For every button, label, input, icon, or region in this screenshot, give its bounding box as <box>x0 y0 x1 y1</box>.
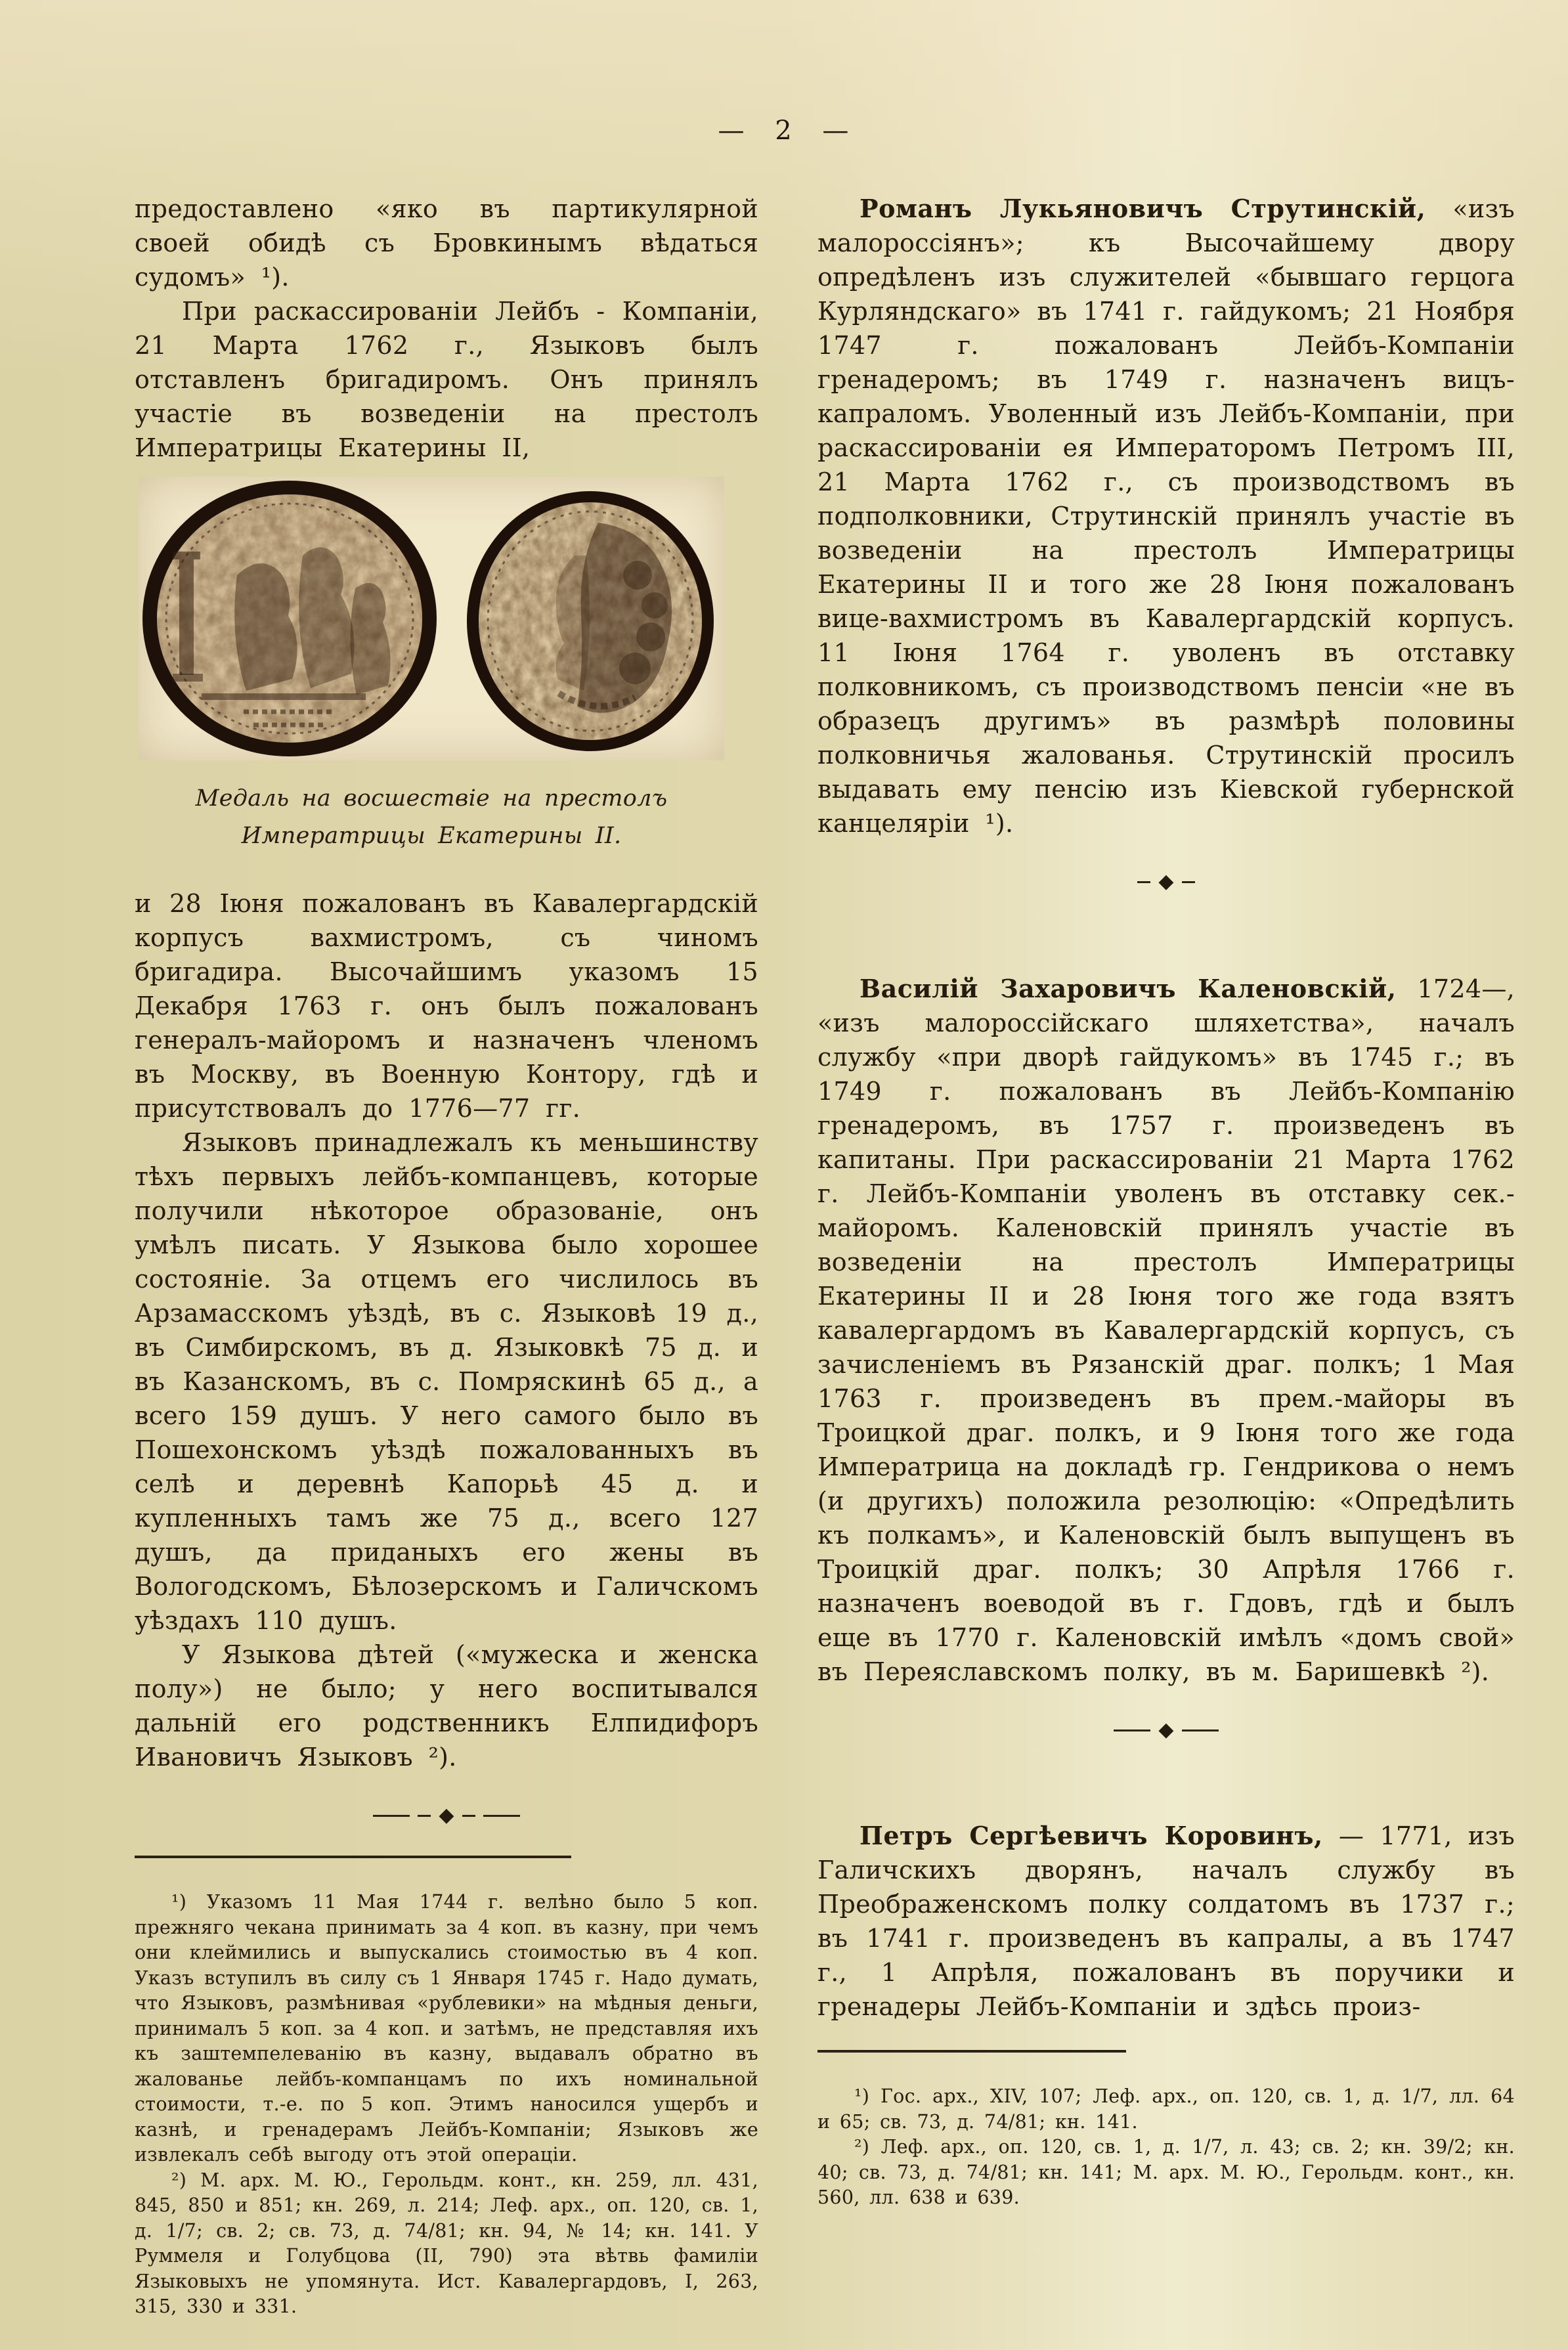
diamond-fleuron-icon: ◆ <box>439 1804 454 1827</box>
entry-korovin <box>817 1819 1515 2024</box>
section-divider-ornament <box>817 871 1515 893</box>
footnote-2: ²) М. арх. М. Ю., Герольдм. конт., кн. 259, лл. 431, 845, 850 и 851; кн. 269, л. 214; Леф. арх., оп. 120, св. 1, д. 1/7; св. 2; св. 73, д. 74/81; кн. 94, № 14; кн. 141. У Руммеля и Голубцова (II, 790) эта вѣтвь фамиліи Языковыхъ не упомянута. Ист. Кавалергардовъ, I, 263, 315, 330 и 331. <box>135 2169 758 2317</box>
medal-obverse-engraving <box>142 481 437 756</box>
medal-reverse-engraving <box>467 491 714 751</box>
paragraph-continuation: предоставлено «яко въ партикулярной своей обидѣ съ Бровкинымъ вѣдаться судомъ» ¹). <box>135 194 758 292</box>
medal-plate-image <box>139 477 724 760</box>
footnote-rule <box>135 1856 571 1858</box>
left-footnotes <box>135 1890 758 2320</box>
entry-strutinsky-text: «изъ малороссіянъ»; къ Высочайшему двору опредѣленъ изъ служителей «бывшаго герцога Курляндскаго» въ 1741 г. гайдукомъ; 21 Ноября 1747 г. пожалованъ Лейбъ-Компаніи гренадеромъ; въ 1749 г. назначенъ вицъ-капраломъ. Уволенный изъ Лейбъ-Компаніи, при раскассированіи ея Императоромъ Петромъ III, 21 Марта 1762 г., съ производствомъ въ подполковники, Струтинскій принялъ участіе въ возведеніи на престолъ Императрицы Екатерины II и того же 28 Іюня пожалованъ вице-вахмистромъ въ Кавалергардскій корпусъ. 11 Іюня 1764 г. уволенъ въ отставку полковникомъ, съ производствомъ пенсіи «не въ образецъ другимъ» въ размѣрѣ половины полковничья жалованья. Струтинскій просилъ выдавать ему пенсію изъ Кіевской губернской канцеляріи ¹). <box>817 194 1515 838</box>
page-number: — 2 — <box>718 116 850 146</box>
diamond-fleuron-icon: ◆ <box>1158 1718 1174 1741</box>
divider-dash <box>373 1815 410 1817</box>
section-divider-ornament <box>817 1719 1515 1741</box>
entry-strutinsky-name: Романъ Лукьяновичъ Струтинскій, <box>860 194 1426 223</box>
section-divider-ornament <box>135 1804 758 1827</box>
footnote-rule <box>817 2050 1126 2053</box>
left-column <box>135 192 758 2320</box>
entry-kalenovsky-name: Василій Захаровичъ Каленовскій, <box>860 974 1397 1003</box>
footnote-1: ¹) Гос. арх., XIV, 107; Леф. арх., оп. 120, св. 1, д. 1/7, лл. 64 и 65; св. 73, д. 74/81; кн. 141. <box>817 2085 1515 2133</box>
footnote-2: ²) Леф. арх., оп. 120, св. 1, д. 1/7, л. 43; св. 2; кн. 39/2; кн. 40; св. 73, д. 74/81; кн. 141; М. арх. М. Ю., Герольдм. конт., кн. 560, лл. 638 и 639. <box>817 2136 1515 2208</box>
medal-engravings <box>139 477 724 760</box>
diamond-fleuron-icon: ◆ <box>1158 870 1174 893</box>
divider-dash <box>483 1815 520 1817</box>
divider-dash <box>418 1815 431 1817</box>
paragraph-estates: Языковъ принадлежалъ къ меньшинству тѣхъ первыхъ лейбъ-компанцевъ, которые получили нѣкоторое образованіе, онъ умѣлъ писать. У Языкова было хорошее состояніе. За отцемъ его числилось въ Арзамасскомъ уѣздѣ, въ с. Языковѣ 19 д., въ Симбирскомъ, въ д. Языковкѣ 75 д. и въ Казанскомъ, въ с. Помряскинѣ 65 д., а всего 159 душъ. У него самого было въ Пошехонскомъ уѣздѣ пожалованныхъ въ селѣ и деревнѣ Капорьѣ 45 д. и купленныхъ тамъ же 75 д., всего 127 душъ, да приданыхъ его жены въ Вологодскомъ, Бѣлозерскомъ и Галичскомъ уѣздахъ 110 душъ. <box>135 1128 758 1635</box>
entry-kalenovsky <box>817 972 1515 1689</box>
divider-dash <box>1137 881 1150 883</box>
entry-kalenovsky-text: 1724—, «изъ малороссійскаго шляхетства», началъ службу «при дворѣ гайдукомъ» въ 1745 г.; въ 1749 г. пожалованъ въ Лейбъ-Компанію гренадеромъ, въ 1757 г. произведенъ въ капитаны. При раскассированіи 21 Марта 1762 г. Лейбъ-Компаніи уволенъ въ отставку сек.-майоромъ. Каленовскій принялъ участіе въ возведеніи на престолъ Императрицы Екатерины II и 28 Іюня того же года взятъ кавалергардомъ въ Кавалергардскій корпусъ, съ зачисленіемъ въ Рязанскій драг. полкъ; 1 Мая 1763 г. произведенъ въ прем.-майоры въ Троицкой драг. полкъ, и 9 Іюня того же года Императрица на докладѣ гр. Гендрикова о немъ (и другихъ) положила резолюцію: «Опредѣлить къ полкамъ», и Каленовскій былъ выпущенъ въ Троицкій драг. полкъ; 30 Апрѣля 1766 г. назначенъ воеводой въ г. Гдовъ, гдѣ и былъ еще въ 1770 г. Каленовскій имѣлъ «домъ свой» въ Переяславскомъ полку, въ м. Баришевкѣ ²). <box>817 974 1515 1686</box>
right-column <box>817 192 1515 2211</box>
paragraph-kavalergard: и 28 Іюня пожалованъ въ Кавалергардскій корпусъ вахмистромъ, съ чиномъ бригадира. Высочайшимъ указомъ 15 Декабря 1763 г. онъ былъ пожалованъ генералъ-майоромъ и назначенъ членомъ въ Москву, въ Военную Контору, гдѣ и присутствовалъ до 1776—77 гг. <box>135 889 758 1123</box>
entry-korovin-name: Петръ Сергѣевичъ Коровинъ, <box>860 1821 1323 1850</box>
paragraph-children: У Языкова дѣтей («мужеска и женска полу») не было; у него воспитывался дальній его родственникъ Елпидифоръ Ивановичъ Языковъ ²). <box>135 1640 758 1772</box>
figure-caption: Медаль на восшествіе на престолъ Императрицы Екатерины II. <box>195 785 668 849</box>
divider-dash <box>1114 1730 1150 1731</box>
divider-dash <box>1182 881 1195 883</box>
divider-dash <box>1182 1730 1219 1731</box>
divider-dash <box>462 1815 475 1817</box>
footnote-1: ¹) Указомъ 11 Мая 1744 г. велѣно было 5 коп. прежняго чекана принимать за 4 коп. въ казну, при чемъ они клеймились и выпускались стоимостью въ 4 коп. Указъ вступилъ въ силу съ 1 Января 1745 г. Надо думать, что Языковъ, размѣнивая «рублевики» на мѣдныя деньги, принималъ 5 коп. за 4 коп. и затѣмъ, не представляя ихъ къ заштемпелеванію въ казну, выдавалъ обратно въ жалованье лейбъ-компанцамъ по ихъ номинальной стоимости, т.-е. по 5 коп. Этимъ наносился ущербъ и казнѣ, и гренадерамъ Лейбъ-Компаніи; Языковъ же извлекалъ себѣ выгоду отъ этой операціи. <box>135 1891 758 2165</box>
medal-figure <box>139 477 724 855</box>
entry-strutinsky <box>817 192 1515 840</box>
entry-korovin-text: — 1771, изъ Галичскихъ дворянъ, началъ службу въ Преображенскомъ полку солдатомъ въ 1737 г.; въ 1741 г. произведенъ въ капралы, а въ 1747 г., 1 Апрѣля, пожалованъ въ поручики и гренадеры Лейбъ-Компаніи и здѣсь произ- <box>817 1821 1515 2021</box>
paragraph-yazykov-service: При раскассированіи Лейбъ - Компаніи, 21 Марта 1762 г., Языковъ былъ отставленъ бригадиромъ. Онъ принялъ участіе въ возведеніи на престолъ Императрицы Екатерины II, <box>135 297 758 462</box>
right-footnotes <box>817 2084 1515 2211</box>
